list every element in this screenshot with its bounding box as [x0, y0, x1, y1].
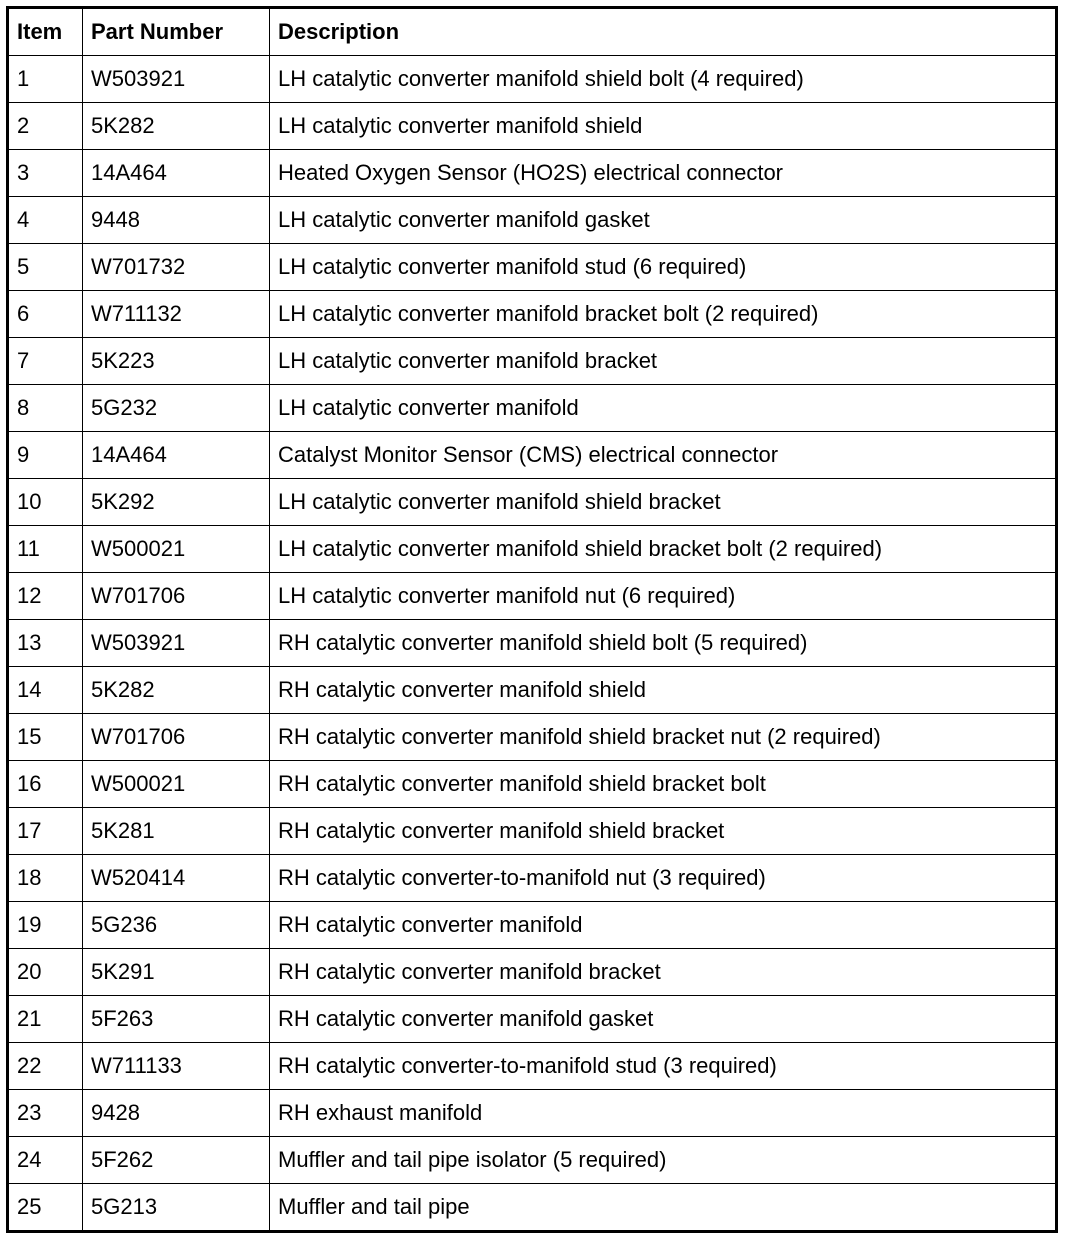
table-row: [8, 432, 1057, 479]
part-number-cell: 5K292: [83, 479, 270, 526]
description-cell: Muffler and tail pipe isolator (5 required): [270, 1137, 1057, 1184]
description-cell: LH catalytic converter manifold shield bolt (4 required): [270, 56, 1057, 103]
header-row: [8, 8, 1057, 56]
table-row: [8, 244, 1057, 291]
part-number-cell: W503921: [83, 620, 270, 667]
description-cell: RH catalytic converter-to-manifold nut (3 required): [270, 855, 1057, 902]
header-item: Item: [8, 8, 83, 56]
item-cell: 20: [8, 949, 83, 996]
part-number-cell: W500021: [83, 761, 270, 808]
table-row: [8, 761, 1057, 808]
item-cell: 23: [8, 1090, 83, 1137]
part-number-cell: 5F263: [83, 996, 270, 1043]
item-cell: 22: [8, 1043, 83, 1090]
table-row: [8, 1137, 1057, 1184]
description-cell: LH catalytic converter manifold shield: [270, 103, 1057, 150]
item-cell: 15: [8, 714, 83, 761]
item-cell: 21: [8, 996, 83, 1043]
table-row: [8, 103, 1057, 150]
table-row: [8, 526, 1057, 573]
description-cell: LH catalytic converter manifold nut (6 required): [270, 573, 1057, 620]
description-cell: RH catalytic converter manifold shield bracket bolt: [270, 761, 1057, 808]
part-number-cell: 5G232: [83, 385, 270, 432]
description-cell: RH exhaust manifold: [270, 1090, 1057, 1137]
part-number-cell: 9448: [83, 197, 270, 244]
part-number-cell: 14A464: [83, 150, 270, 197]
table-row: [8, 949, 1057, 996]
table-row: [8, 667, 1057, 714]
item-cell: 25: [8, 1184, 83, 1232]
item-cell: 8: [8, 385, 83, 432]
item-cell: 19: [8, 902, 83, 949]
item-cell: 5: [8, 244, 83, 291]
item-cell: 16: [8, 761, 83, 808]
description-cell: RH catalytic converter manifold: [270, 902, 1057, 949]
part-number-cell: 14A464: [83, 432, 270, 479]
item-cell: 17: [8, 808, 83, 855]
part-number-cell: 9428: [83, 1090, 270, 1137]
table-row: [8, 902, 1057, 949]
item-cell: 3: [8, 150, 83, 197]
table-row: [8, 855, 1057, 902]
table-row: [8, 1184, 1057, 1232]
item-cell: 13: [8, 620, 83, 667]
description-cell: RH catalytic converter manifold shield bracket: [270, 808, 1057, 855]
item-cell: 18: [8, 855, 83, 902]
description-cell: LH catalytic converter manifold shield bracket bolt (2 required): [270, 526, 1057, 573]
part-number-cell: 5K282: [83, 103, 270, 150]
table-row: [8, 56, 1057, 103]
item-cell: 4: [8, 197, 83, 244]
item-cell: 12: [8, 573, 83, 620]
table-row: [8, 1090, 1057, 1137]
part-number-cell: W701706: [83, 573, 270, 620]
item-cell: 24: [8, 1137, 83, 1184]
item-cell: 11: [8, 526, 83, 573]
part-number-cell: W701732: [83, 244, 270, 291]
table-header: [8, 8, 1057, 56]
table-row: [8, 385, 1057, 432]
table-row: [8, 150, 1057, 197]
description-cell: RH catalytic converter manifold shield: [270, 667, 1057, 714]
part-number-cell: 5K282: [83, 667, 270, 714]
table-row: [8, 1043, 1057, 1090]
description-cell: Catalyst Monitor Sensor (CMS) electrical connector: [270, 432, 1057, 479]
table-row: [8, 996, 1057, 1043]
part-number-cell: 5K281: [83, 808, 270, 855]
part-number-cell: 5G236: [83, 902, 270, 949]
part-number-cell: W520414: [83, 855, 270, 902]
item-cell: 7: [8, 338, 83, 385]
item-cell: 14: [8, 667, 83, 714]
item-cell: 9: [8, 432, 83, 479]
description-cell: LH catalytic converter manifold: [270, 385, 1057, 432]
table-row: [8, 808, 1057, 855]
description-cell: RH catalytic converter manifold shield bolt (5 required): [270, 620, 1057, 667]
part-number-cell: W500021: [83, 526, 270, 573]
part-number-cell: W503921: [83, 56, 270, 103]
description-cell: RH catalytic converter manifold gasket: [270, 996, 1057, 1043]
header-part-number: Part Number: [83, 8, 270, 56]
table-row: [8, 338, 1057, 385]
description-cell: RH catalytic converter-to-manifold stud (3 required): [270, 1043, 1057, 1090]
description-cell: LH catalytic converter manifold bracket: [270, 338, 1057, 385]
item-cell: 10: [8, 479, 83, 526]
part-number-cell: W701706: [83, 714, 270, 761]
description-cell: RH catalytic converter manifold bracket: [270, 949, 1057, 996]
item-cell: 6: [8, 291, 83, 338]
parts-table: [6, 6, 1058, 1233]
table-body: [8, 56, 1057, 1232]
table-row: [8, 620, 1057, 667]
table-row: [8, 479, 1057, 526]
part-number-cell: 5K291: [83, 949, 270, 996]
part-number-cell: W711132: [83, 291, 270, 338]
part-number-cell: 5G213: [83, 1184, 270, 1232]
description-cell: LH catalytic converter manifold bracket bolt (2 required): [270, 291, 1057, 338]
item-cell: 1: [8, 56, 83, 103]
table-row: [8, 291, 1057, 338]
part-number-cell: 5K223: [83, 338, 270, 385]
header-description: Description: [270, 8, 1057, 56]
description-cell: Muffler and tail pipe: [270, 1184, 1057, 1232]
part-number-cell: 5F262: [83, 1137, 270, 1184]
table-row: [8, 197, 1057, 244]
part-number-cell: W711133: [83, 1043, 270, 1090]
item-cell: 2: [8, 103, 83, 150]
table-row: [8, 573, 1057, 620]
description-cell: LH catalytic converter manifold shield bracket: [270, 479, 1057, 526]
description-cell: Heated Oxygen Sensor (HO2S) electrical connector: [270, 150, 1057, 197]
description-cell: LH catalytic converter manifold stud (6 required): [270, 244, 1057, 291]
description-cell: RH catalytic converter manifold shield bracket nut (2 required): [270, 714, 1057, 761]
description-cell: LH catalytic converter manifold gasket: [270, 197, 1057, 244]
table-row: [8, 714, 1057, 761]
